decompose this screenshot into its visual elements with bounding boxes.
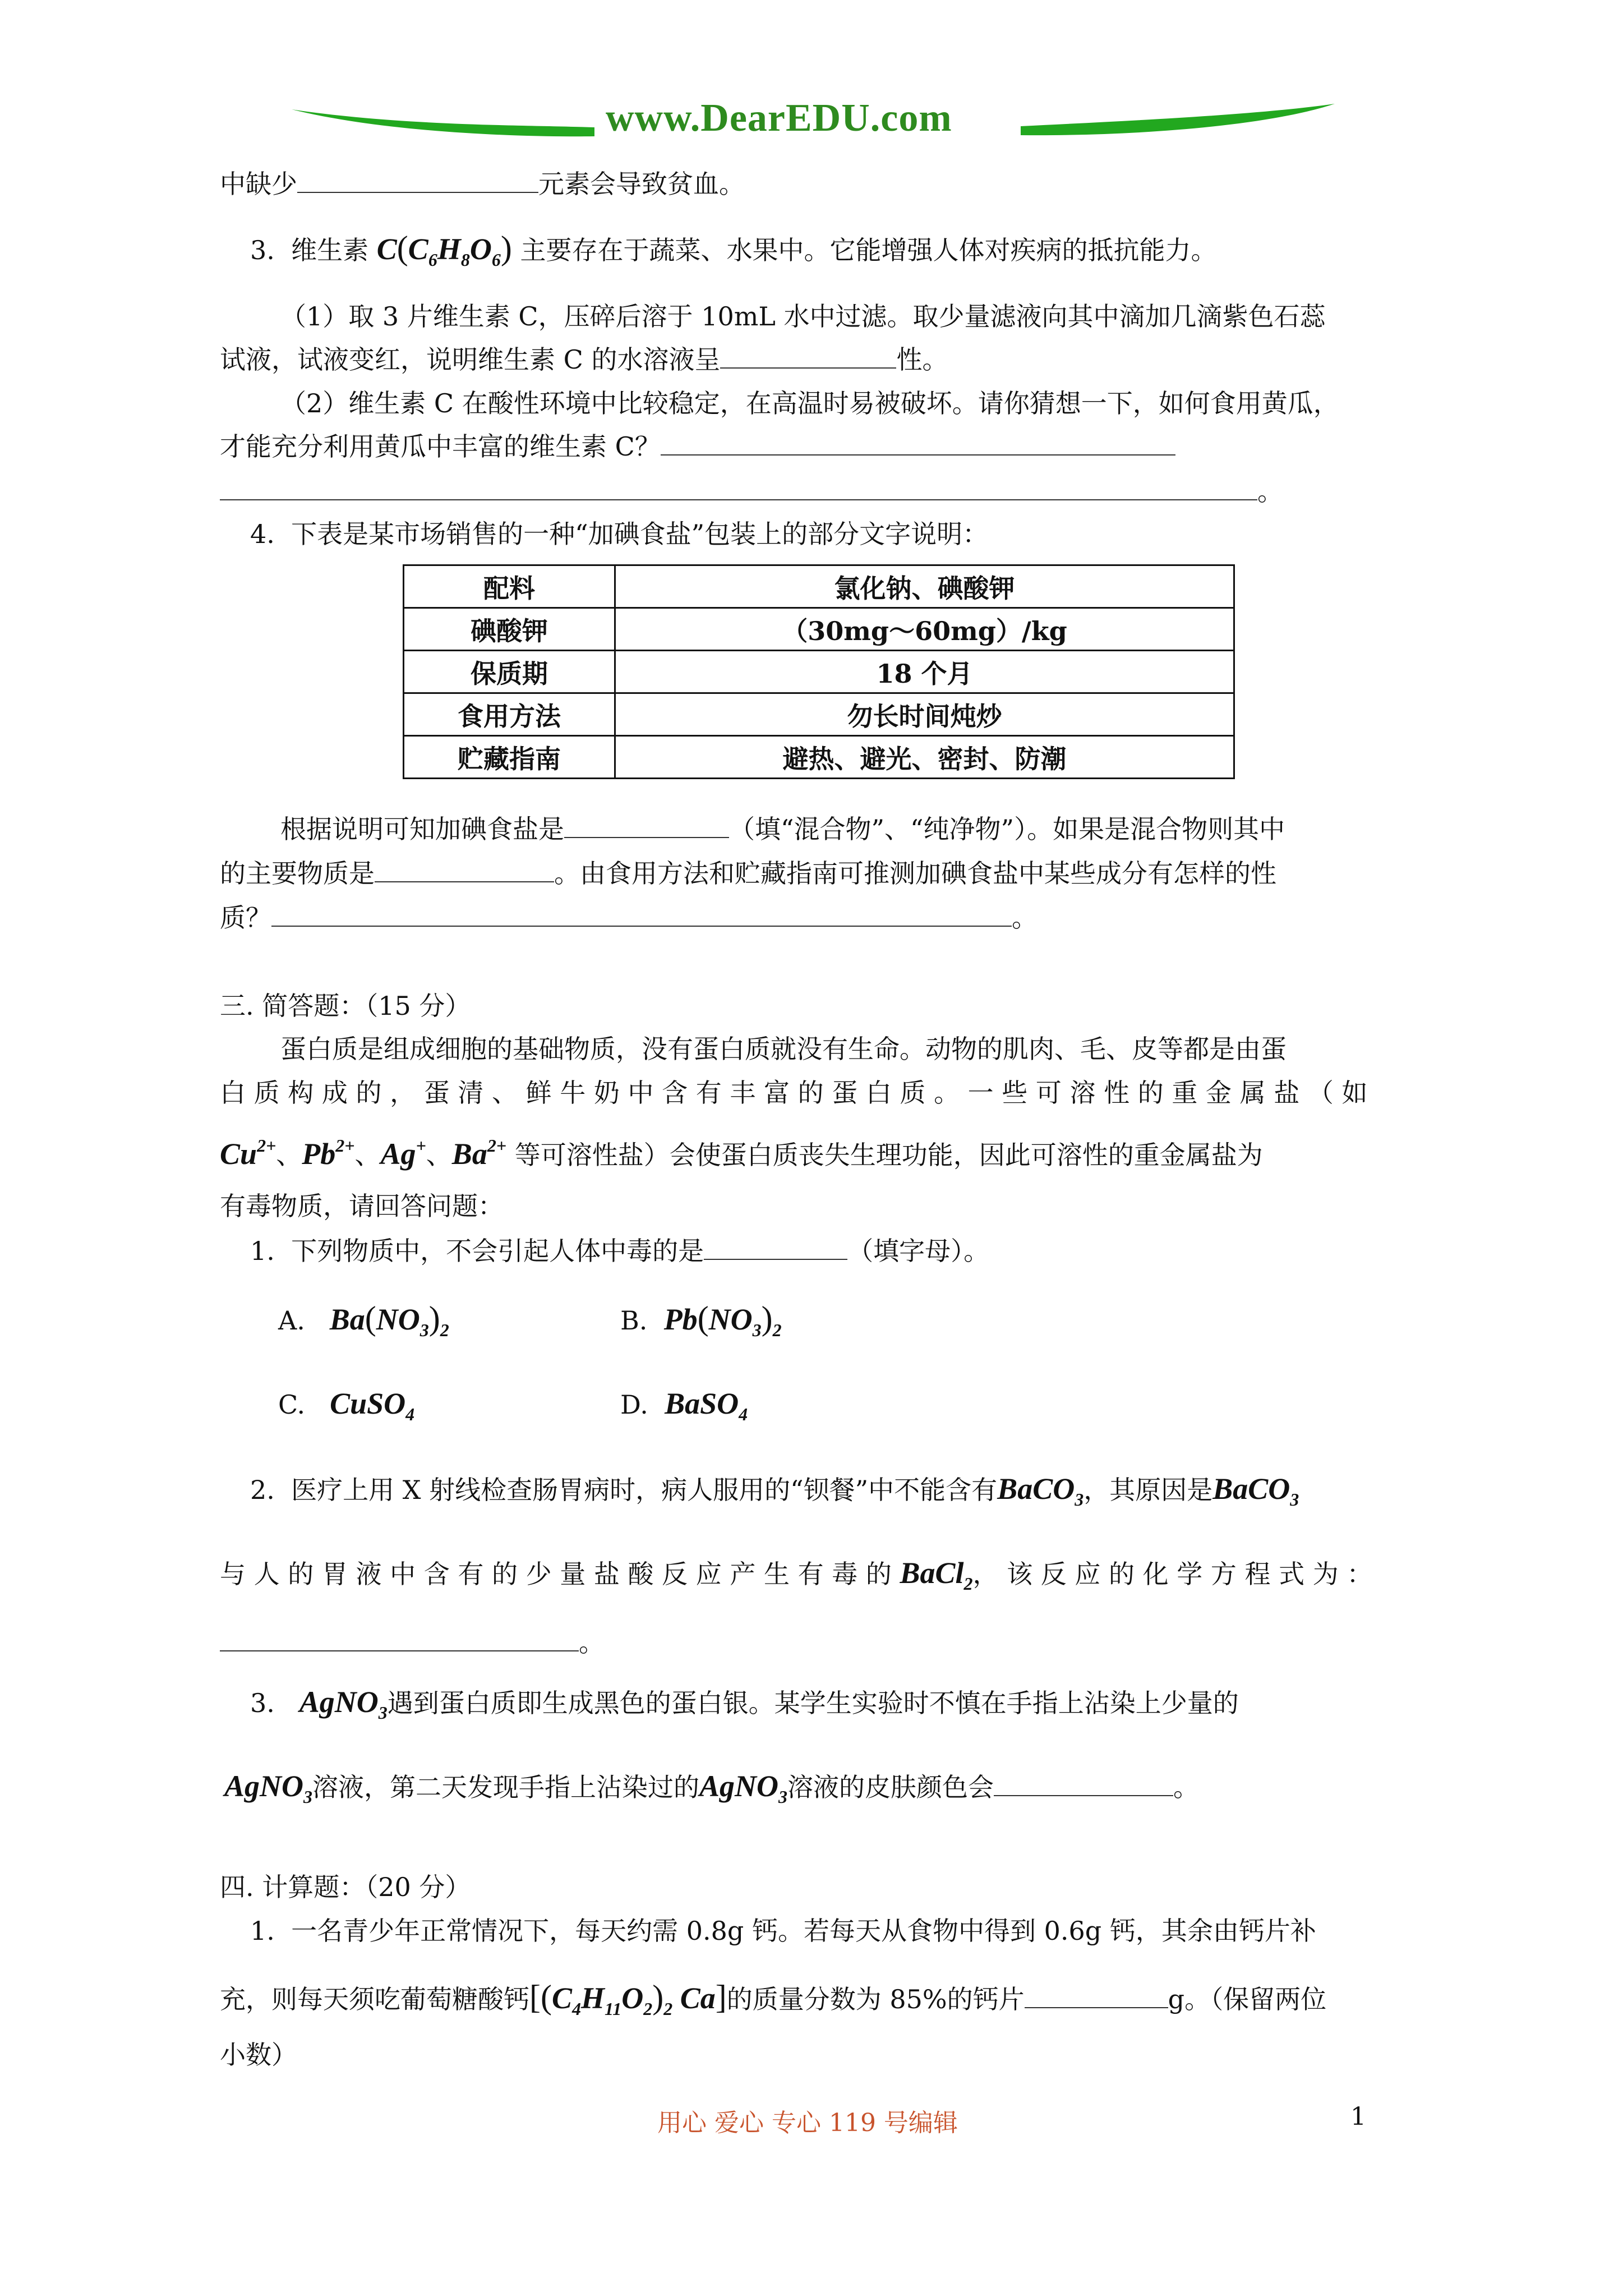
table-cell: （30mg～60mg）/kg [615, 608, 1234, 651]
question-4-intro: 4. 下表是某市场销售的一种“加碘食盐”包装上的部分文字说明： [250, 519, 989, 549]
table-cell: 食用方法 [404, 693, 615, 736]
s3-question-2-line2: 与 人 的 胃 液 中 含 有 的 少 量 盐 酸 反 应 产 生 有 毒 的 BaCl$_2$， 该 反 应 的 化 学 方 程 式 为 ： [220, 1556, 1373, 1594]
site-logo [292, 93, 1335, 154]
table-row [404, 608, 1234, 651]
page-number: 1 [1350, 2102, 1366, 2131]
table-cell: 贮藏指南 [404, 736, 615, 779]
option-a: A. $Ba(NO_3)_2$ [278, 1300, 449, 1340]
section-3-para-line2: 白 质 构 成 的 ， 蛋 清 、 鲜 牛 奶 中 含 有 丰 富 的 蛋 白 质 。 一 些 可 溶 性 的 重 金 属 盐 （ 如 [220, 1078, 1368, 1108]
section-3-title: 三. 简答题：（15 分） [220, 991, 471, 1021]
table-cell: 勿长时间炖炒 [615, 693, 1234, 736]
table-cell: 碘酸钾 [404, 608, 615, 651]
section-4-title: 四. 计算题：（20 分） [220, 1872, 471, 1902]
section-3-para-line4: 有毒物质，请回答问题： [220, 1191, 504, 1221]
site-name: www.DearEDU.com [606, 96, 952, 140]
table-row [404, 651, 1234, 693]
q4-answer-line2: 的主要物质是 。由食用方法和贮藏指南可推测加碘食盐中某些成分有怎样的性 [220, 858, 1276, 889]
table-cell: 避热、避光、密封、防潮 [615, 736, 1234, 779]
s3-question-2-line1: 2. 医疗上用 X 射线检查肠胃病时，病人服用的“钡餐”中不能含有BaCO$_3$，其原因是BaCO$_3$ [250, 1472, 1299, 1510]
s3-question-1: 1. 下列物质中，不会引起人体中毒的是 （填字母）。 [250, 1236, 990, 1266]
iodized-salt-table [403, 564, 1235, 779]
table-row [404, 736, 1234, 779]
q4-answer-line1: 根据说明可知加碘食盐是 （填“混合物”、“纯净物”）。如果是混合物则其中 [280, 814, 1285, 844]
q3-part2-line3: 。 [220, 475, 1283, 508]
s4-question-1-line3: 小数） [220, 2040, 297, 2070]
q3-part2-line2: 才能充分利用黄瓜中丰富的维生素 C？ [220, 430, 1175, 463]
vitamin-c-formula: $C(C_6H_8O_6)$ [376, 229, 512, 270]
section-3-para-line3: $Cu^{2+}$、$Pb^{2+}$、Ag+、$Ba^{2+}$ 等可溶性盐）会使蛋白质丧失生理功能，因此可溶性的重金属盐为 [220, 1135, 1263, 1171]
s4-question-1-line2: 充，则每天须吃葡萄糖酸钙[$(C_4H_{11}O_2)_2$ Ca]的质量分数为 85%的钙片 g。（保留两位 [220, 1978, 1327, 2019]
q4-answer-line3: 质？ 。 [220, 903, 1038, 933]
s3-question-3-line1: 3. AgNO$_3$遇到蛋白质即生成黑色的蛋白银。某学生实验时不慎在手指上沾染上少量的 [250, 1685, 1239, 1723]
s3-question-3-line2: AgNO$_3$溶液，第二天发现手指上沾染过的AgNO$_3$溶液的皮肤颜色会 。 [224, 1769, 1200, 1807]
option-b: B. $Pb(NO_3)_2$ [620, 1300, 782, 1340]
footer-text: 用心 爱心 专心 119 号编辑 [657, 2109, 958, 2137]
option-d: D. BaSO$_4$ [620, 1387, 748, 1424]
q3-part1-line2: 试液，试液变红，说明维生素 C 的水溶液呈 性。 [220, 344, 948, 375]
table-cell: 氯化钠、碘酸钾 [615, 565, 1234, 608]
option-c: C. CuSO$_4$ [278, 1387, 415, 1424]
table-cell: 18 个月 [615, 651, 1234, 693]
continuation-line: 中缺少 元素会导致贫血。 [220, 169, 745, 199]
q3-part1-line1: （1）取 3 片维生素 C，压碎后溶于 10mL 水中过滤。取少量滤液向其中滴加几滴紫色石蕊 [280, 301, 1326, 332]
q3-part2-line1: （2）维生素 C 在酸性环境中比较稳定，在高温时易被破坏。请你猜想一下，如何食用黄瓜， [280, 388, 1339, 418]
table-cell: 保质期 [404, 651, 615, 693]
question-3-vitamin-c: 3. 维生素 $C(C_6H_8O_6)$ 主要存在于蔬菜、水果中。它能增强人体对疾病的抵抗能力。 [250, 229, 1217, 270]
table-row [404, 693, 1234, 736]
table-cell: 配料 [404, 565, 615, 608]
table-row [404, 565, 1234, 608]
s3-question-2-line3: 。 [220, 1626, 605, 1659]
s4-question-1-line1: 1. 一名青少年正常情况下，每天约需 0.8g 钙。若每天从食物中得到 0.6g 钙，其余由钙片补 [250, 1916, 1316, 1946]
section-3-para-line1: 蛋白质是组成细胞的基础物质，没有蛋白质就没有生命。动物的肌肉、毛、皮等都是由蛋 [280, 1034, 1287, 1064]
